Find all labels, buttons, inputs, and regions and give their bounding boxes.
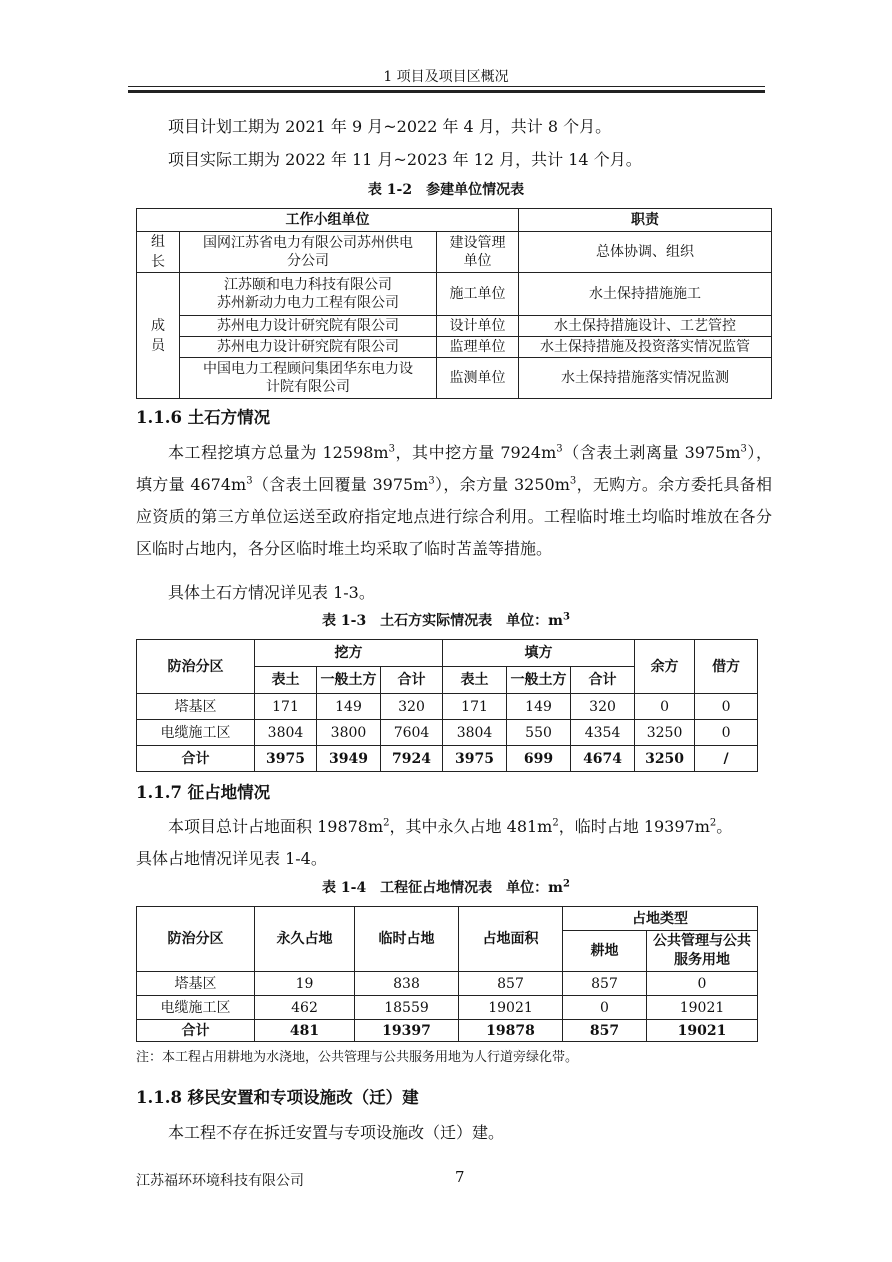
value-cell: 0 (695, 694, 758, 720)
header-surplus: 余方 (635, 640, 695, 694)
role-cell: 施工单位 (437, 273, 519, 316)
subheader: 一般土方 (317, 667, 381, 694)
role-cell: 监理单位 (437, 337, 519, 358)
duty-cell: 水土保持措施及投资落实情况监管 (519, 337, 772, 358)
header-public-land: 公共管理与公共服务用地 (647, 931, 758, 972)
land-occupation-table (136, 906, 758, 1042)
value-cell: 19 (255, 972, 355, 996)
value-cell: / (695, 746, 758, 772)
header-fill: 填方 (443, 640, 635, 667)
subheader: 表土 (255, 667, 317, 694)
section-1-1-6-heading: 1.1.6 土石方情况 (136, 408, 271, 427)
header-rule-thin (128, 86, 765, 87)
value-cell: 3975 (443, 746, 507, 772)
header-area: 占地面积 (459, 907, 563, 972)
value-cell: 857 (459, 972, 563, 996)
header-farmland: 耕地 (563, 931, 647, 972)
header-duty: 职责 (519, 209, 772, 232)
value-cell: 149 (507, 694, 571, 720)
land-occupation-paragraph: 本项目总计占地面积 $19878m^2$，其中永久占地 $481m^2$，临时占地 $19397m^2$。 (168, 817, 733, 836)
value-cell: 3949 (317, 746, 381, 772)
total-row (137, 1020, 758, 1042)
value-cell: 19021 (647, 1020, 758, 1042)
table-row (137, 720, 758, 746)
value-cell: 171 (443, 694, 507, 720)
value-cell: 0 (635, 694, 695, 720)
value-cell: 19021 (647, 996, 758, 1020)
value-cell: 481 (255, 1020, 355, 1042)
resettlement-paragraph: 本工程不存在拆迁安置与专项设施改（迁）建。 (168, 1123, 505, 1142)
value-cell: 320 (381, 694, 443, 720)
actual-schedule-paragraph: 项目实际工期为 2022 年 11 月~2023 年 12 月，共计 14 个月。 (168, 150, 642, 169)
footer-company: 江苏福环环境科技有限公司 (136, 1173, 304, 1189)
value-cell: 7604 (381, 720, 443, 746)
leader-label: 组长 (137, 232, 180, 273)
org-cell: 苏州电力设计研究院有限公司 (180, 337, 437, 358)
value-cell: 0 (647, 972, 758, 996)
header-zone: 防治分区 (137, 640, 255, 694)
value-cell: 3804 (443, 720, 507, 746)
header-work-unit: 工作小组单位 (137, 209, 519, 232)
org-cell: 国网江苏省电力有限公司苏州供电分公司 (180, 232, 437, 273)
land-occupation-reference: 具体占地情况详见表 1-4。 (136, 849, 327, 868)
earthwork-table (136, 639, 758, 772)
subheader: 一般土方 (507, 667, 571, 694)
subheader: 合计 (571, 667, 635, 694)
value-cell: 320 (571, 694, 635, 720)
header-permanent: 永久占地 (255, 907, 355, 972)
value-cell: 857 (563, 1020, 647, 1042)
value-cell: 7924 (381, 746, 443, 772)
zone-cell: 电缆施工区 (137, 720, 255, 746)
value-cell: 19021 (459, 996, 563, 1020)
subheader: 合计 (381, 667, 443, 694)
zone-cell: 塔基区 (137, 972, 255, 996)
value-cell: 0 (695, 720, 758, 746)
total-row (137, 746, 758, 772)
table-1-4-note: 注：本工程占用耕地为水浇地，公共管理与公共服务用地为人行道旁绿化带。 (136, 1050, 579, 1065)
duty-cell: 水土保持措施落实情况监测 (519, 358, 772, 399)
value-cell: 19878 (459, 1020, 563, 1042)
role-cell: 建设管理单位 (437, 232, 519, 273)
header-land-type: 占地类型 (563, 907, 758, 931)
value-cell: 3800 (317, 720, 381, 746)
header-zone: 防治分区 (137, 907, 255, 972)
header-cut: 挖方 (255, 640, 443, 667)
page-number: 7 (455, 1168, 465, 1186)
value-cell: 3250 (635, 746, 695, 772)
value-cell: 3804 (255, 720, 317, 746)
value-cell: 462 (255, 996, 355, 1020)
section-1-1-7-heading: 1.1.7 征占地情况 (136, 783, 271, 802)
table-row (137, 972, 758, 996)
value-cell: 0 (563, 996, 647, 1020)
table-1-2-caption: 表 1-2 参建单位情况表 (367, 182, 525, 198)
table-1-3-caption: 表 1-3 土石方实际情况表 单位：$m^3$ (322, 611, 570, 629)
value-cell: 4674 (571, 746, 635, 772)
running-header: 1 项目及项目区概况 (383, 69, 509, 85)
table-row (137, 694, 758, 720)
value-cell: 699 (507, 746, 571, 772)
subheader: 表土 (443, 667, 507, 694)
value-cell: 4354 (571, 720, 635, 746)
org-cell: 江苏颐和电力科技有限公司 苏州新动力电力工程有限公司 (180, 273, 437, 316)
role-cell: 设计单位 (437, 316, 519, 337)
org-cell: 中国电力工程顾问集团华东电力设计院有限公司 (180, 358, 437, 399)
value-cell: 550 (507, 720, 571, 746)
duty-cell: 水土保持措施施工 (519, 273, 772, 316)
table-row (137, 996, 758, 1020)
value-cell: 3250 (635, 720, 695, 746)
role-cell: 监测单位 (437, 358, 519, 399)
earthwork-reference: 具体土石方情况详见表 1-3。 (168, 583, 375, 602)
header-temporary: 临时占地 (355, 907, 459, 972)
value-cell: 171 (255, 694, 317, 720)
duty-cell: 总体协调、组织 (519, 232, 772, 273)
zone-cell: 电缆施工区 (137, 996, 255, 1020)
duty-cell: 水土保持措施设计、工艺管控 (519, 316, 772, 337)
value-cell: 18559 (355, 996, 459, 1020)
zone-cell: 合计 (137, 1020, 255, 1042)
header-borrow: 借方 (695, 640, 758, 694)
planned-schedule-paragraph: 项目计划工期为 2021 年 9 月~2022 年 4 月，共计 8 个月。 (168, 117, 612, 136)
zone-cell: 塔基区 (137, 694, 255, 720)
section-1-1-8-heading: 1.1.8 移民安置和专项设施改（迁）建 (136, 1088, 419, 1107)
value-cell: 857 (563, 972, 647, 996)
header-rule-thick (128, 90, 765, 93)
participants-table (136, 208, 772, 399)
earthwork-paragraph: 本工程挖填方总量为 $12598m^3$，其中挖方量 $7924m^3$（含表土剥离量 $3975m^3$），填方量 $4674m^3$（含表土回覆量 $3975m^3$），余方量 $3250m^3$，无购方。余方委托具备相应资质的第三方单位运送至政府指定地点进行综合利用。工程临时堆土均临时堆放在各分区临时占地内，各分区临时堆土均采取了临时苫盖等措施。 (136, 443, 772, 558)
member-label: 成员 (137, 273, 180, 399)
value-cell: 19397 (355, 1020, 459, 1042)
value-cell: 3975 (255, 746, 317, 772)
org-cell: 苏州电力设计研究院有限公司 (180, 316, 437, 337)
table-1-4-caption: 表 1-4 工程征占地情况表 单位：$m^2$ (322, 878, 570, 896)
value-cell: 149 (317, 694, 381, 720)
value-cell: 838 (355, 972, 459, 996)
zone-cell: 合计 (137, 746, 255, 772)
